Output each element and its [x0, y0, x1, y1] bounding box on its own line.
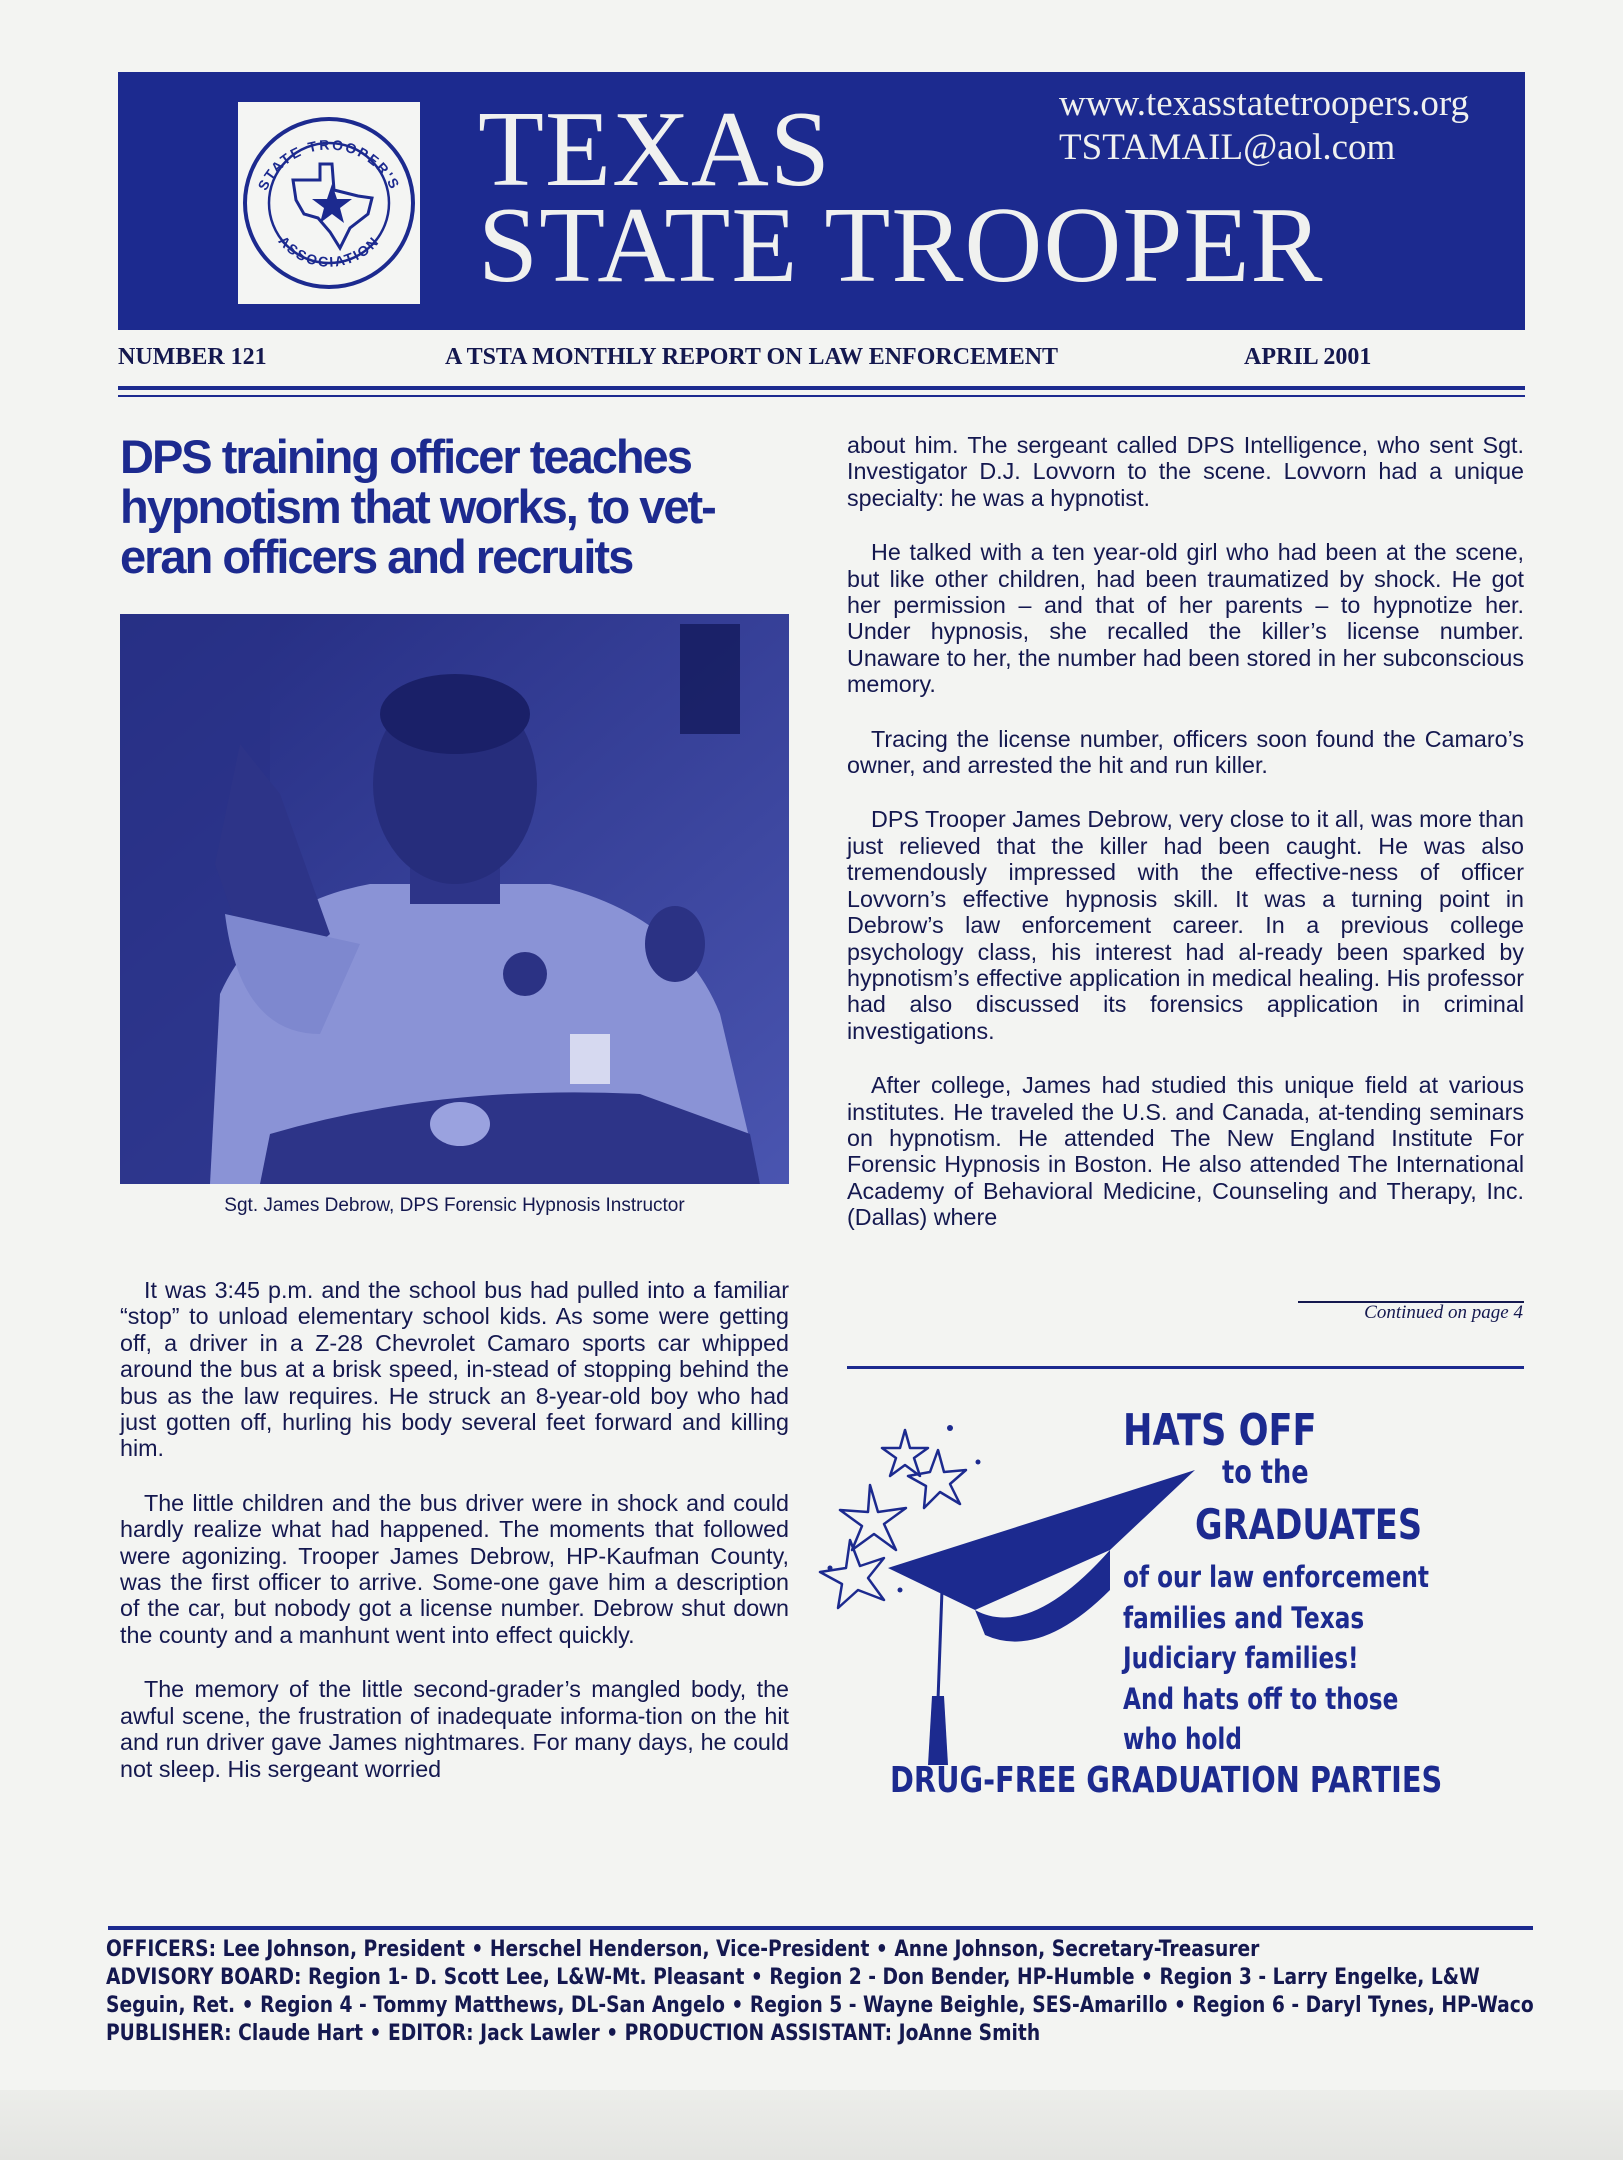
- advisory-line-2: Seguin, Ret. • Region 4 - Tommy Matthews, DL-San Angelo • Region 5 - Wayne Beighle, SES-Amarillo • Region 6 - Daryl Tynes, HP-Waco: [106, 1992, 1534, 2018]
- section-divider: [847, 1366, 1524, 1369]
- star-icon: [908, 1450, 966, 1508]
- issue-number: NUMBER 121: [118, 344, 267, 370]
- article-right-column: [847, 432, 1524, 1259]
- footer-rule: [108, 1926, 1533, 1930]
- issue-tagline: A TSTA MONTHLY REPORT ON LAW ENFORCEMENT: [445, 344, 1059, 370]
- article-left-column: [120, 1277, 789, 1810]
- ad-body: [1123, 1557, 1429, 1760]
- ad-body-line: And hats off to those: [1123, 1681, 1399, 1716]
- ad-body-line: who hold: [1123, 1722, 1242, 1756]
- article-paragraph: DPS Trooper James Debrow, very close to it all, was more than just relieved that the killer had been caught. He was also tremendously impressed with the effective-ness of officer Lovvorn’s effective hypnosis skill. It was a turning point in Debrow’s law enforcement career. In a previous college psychology class, his interest had al-ready been sparked by hypnotism’s effective application in medical healing. His professor had also discussed its forensics application in criminal investigations.: [847, 806, 1524, 1044]
- article-paragraph: The little children and the bus driver were in shock and could hardly realize what had happened. The moments that followed were agonizing. Trooper James Debrow, HP-Kaufman County, was the first officer to arrive. Some-one gave him a description of the car, but nobody got a license number. Debrow shut down the county and a manhunt went into effect quickly.: [120, 1489, 789, 1648]
- article-paragraph: about him. The sergeant called DPS Intelligence, who sent Sgt. Investigator D.J. Lovvorn to the scene. Lovvorn had a unique specialty: he was a hypnotist.: [847, 432, 1524, 511]
- ad-hats-off: HATS OFF: [1123, 1405, 1317, 1456]
- masthead: [118, 72, 1525, 330]
- article-paragraph: The memory of the little second-grader’s mangled body, the awful scene, the frustration of inadequate informa-tion on the hit and run driver gave James nightmares. For many days, he could not sleep. His sergeant worried: [120, 1676, 789, 1782]
- title-line-1: TEXAS: [478, 90, 831, 209]
- officer-photo-icon: [120, 614, 789, 1184]
- article-paragraph: After college, James had studied this unique field at various institutes. He traveled the U.S. and Canada, at-tending seminars on hypnotism. He attended The New England Institute For Forensic Hypnosis in Boston. He also attended The International Academy of Behavioral Medicine, Counseling and Therapy, Inc. (Dallas) where: [847, 1072, 1524, 1231]
- article-paragraph: Tracing the license number, officers soon found the Camaro’s owner, and arrested the hit and run killer.: [847, 725, 1524, 779]
- logo-text-top: STATE TROOPER'S: [254, 136, 404, 193]
- contact-block: [1059, 82, 1469, 170]
- ad-graduates: GRADUATES: [1195, 1500, 1423, 1549]
- star-icon: [882, 1430, 928, 1476]
- ad-to-the: to the: [1222, 1453, 1309, 1491]
- issue-date: APRIL 2001: [1244, 344, 1372, 370]
- article-paragraph: He talked with a ten year-old girl who had been at the scene, but like other children, had been traumatized by shock. He got her permission – and that of her parents – to hypnotize her. Under hypnosis, she recalled the killer’s license number. Unaware to her, the number had been stored in her subconscious memory.: [847, 539, 1524, 698]
- publisher-line: PUBLISHER: Claude Hart • EDITOR: Jack Lawler • PRODUCTION ASSISTANT: JoAnne Smith: [106, 2020, 1041, 2046]
- ad-body-line: of our law enforcement: [1123, 1560, 1429, 1594]
- ad-body-line: families and Texas: [1123, 1600, 1365, 1635]
- continued-link[interactable]: Continued on page 4: [1364, 1302, 1523, 1323]
- ad-body-line: Judiciary families!: [1123, 1641, 1359, 1675]
- title-line-2: STATE TROOPER: [478, 186, 1324, 305]
- masthead-credits: [106, 1935, 1534, 2047]
- advisory-line-1: ADVISORY BOARD: Region 1- D. Scott Lee, L&W-Mt. Pleasant • Region 2 - Don Bender, HP-Humble • Region 3 - Larry Engelke, L&W: [106, 1964, 1480, 1990]
- svg-text:ASSOCIATION: [275, 233, 382, 270]
- photo-caption: Sgt. James Debrow, DPS Forensic Hypnosis Instructor: [224, 1195, 685, 1216]
- email-link[interactable]: TSTAMAIL@aol.com: [1059, 127, 1396, 168]
- header-rule-thin: [118, 395, 1525, 397]
- header-rule-thick: [118, 386, 1525, 390]
- website-link[interactable]: www.texasstatetroopers.org: [1059, 83, 1469, 124]
- officers-line: OFFICERS: Lee Johnson, President • Herschel Henderson, Vice-President • Anne Johnson, Secretary-Treasurer: [106, 1936, 1260, 1962]
- svg-text:STATE TROOPER'S: [254, 136, 403, 192]
- article-photo: [120, 614, 789, 1184]
- article-headline: DPS training officer teaches hypnotism that works, to vet-eran officers and recruits: [120, 430, 715, 583]
- association-logo: [238, 102, 420, 304]
- logo-text-bottom: ASSOCIATION: [275, 232, 383, 271]
- page-bottom-edge: [0, 2090, 1623, 2160]
- ad-drug-free-parties: DRUG-FREE GRADUATION PARTIES: [890, 1760, 1443, 1801]
- article-paragraph: It was 3:45 p.m. and the school bus had pulled into a familiar “stop” to unload elementary school kids. As some were getting off, a driver in a Z-28 Chevrolet Camaro sports car whipped around the bus at a brisk speed, in-stead of stopping behind the bus as the law requires. He struck an 8-year-old boy who had just gotten off, hurling his body several feet forward and killing him.: [120, 1277, 789, 1462]
